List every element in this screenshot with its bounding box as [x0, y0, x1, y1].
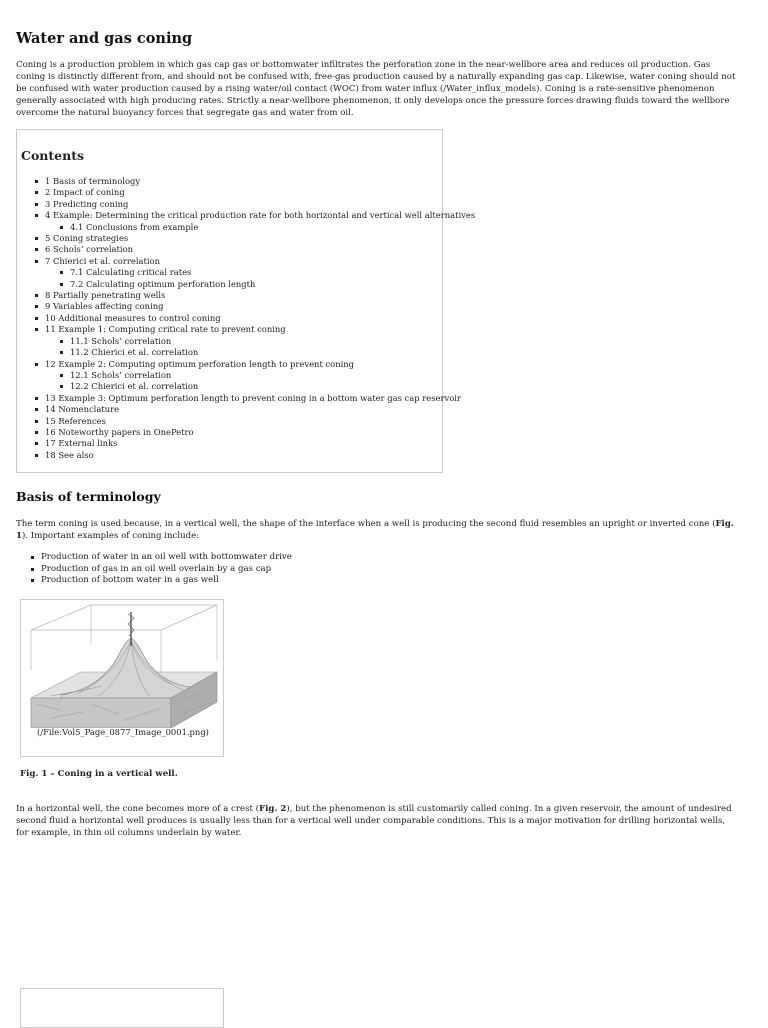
- toc-item[interactable]: 5 Coning strategies: [17, 233, 475, 244]
- toc-item[interactable]: 11.1 Schols’ correlation: [17, 336, 475, 347]
- section-heading-basis-of-terminology: Basis of terminology: [16, 489, 161, 504]
- toc-item[interactable]: 12 Example 2: Computing optimum perforation length to prevent coning: [17, 359, 475, 370]
- toc-item[interactable]: 9 Variables affecting coning: [17, 301, 475, 312]
- toc-item[interactable]: 12.1 Schols’ correlation: [17, 370, 475, 381]
- toc-item[interactable]: 4.1 Conclusions from example: [17, 222, 475, 233]
- toc-title: Contents: [21, 148, 85, 163]
- toc-item[interactable]: 2 Impact of coning: [17, 187, 475, 198]
- toc-item[interactable]: 7 Chierici et al. correlation: [17, 256, 475, 267]
- figure-2-frame[interactable]: [20, 988, 224, 1028]
- table-of-contents: [16, 129, 476, 473]
- list-item: Production of gas in an oil well overlain by a gas cap: [16, 564, 292, 576]
- fig1-reference-link[interactable]: Fig. 1: [16, 519, 734, 541]
- toc-list: [17, 176, 475, 461]
- figure-1-caption: Fig. 1 – Coning in a vertical well.: [20, 769, 178, 779]
- figure-1-file-link[interactable]: (/File:Vol5_Page_0877_Image_0001.png): [37, 727, 209, 737]
- toc-item[interactable]: 18 See also: [17, 450, 475, 461]
- horizontal-well-paragraph: [16, 803, 736, 839]
- toc-item[interactable]: 14 Nomenclature: [17, 404, 475, 415]
- toc-item[interactable]: 8 Partially penetrating wells: [17, 290, 475, 301]
- toc-item[interactable]: 17 External links: [17, 438, 475, 449]
- basis-text-after: ). Important examples of coning include:: [21, 531, 200, 541]
- fig2-reference-link[interactable]: Fig. 2: [259, 804, 287, 814]
- toc-item[interactable]: 6 Schols’ correlation: [17, 244, 475, 255]
- toc-item[interactable]: 15 References: [17, 416, 475, 427]
- coning-examples-list: [16, 552, 292, 587]
- basis-text-before: The term coning is used because, in a vertical well, the shape of the interface when a well is producing the second fluid resembles an upright or inverted cone (: [16, 519, 716, 529]
- intro-paragraph: Coning is a production problem in which gas cap gas or bottomwater infiltrates the perforation zone in the near-wellbore area and reduces oil production. Gas coning is distinctly different from, and should not be confused with, free-gas production caused by a naturally expanding gas cap. Likewise, water coning should not be confused with water production caused by a rising water/oil contact (WOC) from water influx (/Water_influx_models). Coning is a rate-sensitive phenomenon generally associated with high producing rates. Strictly a near-wellbore phenomenon, it only develops once the pressure forces drawing fluids toward the wellbore overcome the natural buoyancy forces that segregate gas and water from oil.: [16, 60, 736, 118]
- toc-item[interactable]: 13 Example 3: Optimum perforation length to prevent coning in a bottom water gas cap reservoir: [17, 393, 475, 404]
- list-item: Production of water in an oil well with bottomwater drive: [16, 552, 292, 564]
- toc-item[interactable]: 3 Predicting coning: [17, 199, 475, 210]
- para2-text-after: ), but the phenomenon is still customarily called coning. In a given reservoir, the amount of undesired second fluid a horizontal well produces is usually less than for a vertical well under comparable conditions. This is a major motivation for drilling horizontal wells, for example, in thin oil columns underlain by water.: [16, 804, 732, 838]
- toc-item[interactable]: 16 Noteworthy papers in OnePetro: [17, 427, 475, 438]
- list-item: Production of bottom water in a gas well: [16, 575, 292, 587]
- toc-item[interactable]: 7.1 Calculating critical rates: [17, 267, 475, 278]
- cone-illustration: [21, 600, 225, 728]
- toc-item[interactable]: 11.2 Chierici et al. correlation: [17, 347, 475, 358]
- page-title: Water and gas coning: [16, 30, 193, 47]
- figure-1-coning-image[interactable]: [20, 599, 224, 757]
- toc-item[interactable]: 10 Additional measures to control coning: [17, 313, 475, 324]
- toc-item[interactable]: 11 Example 1: Computing critical rate to prevent coning: [17, 324, 475, 335]
- toc-item[interactable]: 4 Example: Determining the critical production rate for both horizontal and vertical well alternatives: [17, 210, 475, 221]
- para2-text-before: In a horizontal well, the cone becomes more of a crest (: [16, 804, 260, 814]
- toc-item[interactable]: 12.2 Chierici et al. correlation: [17, 381, 475, 392]
- basis-paragraph: [16, 518, 736, 542]
- toc-item[interactable]: 1 Basis of terminology: [17, 176, 475, 187]
- toc-item[interactable]: 7.2 Calculating optimum perforation length: [17, 279, 475, 290]
